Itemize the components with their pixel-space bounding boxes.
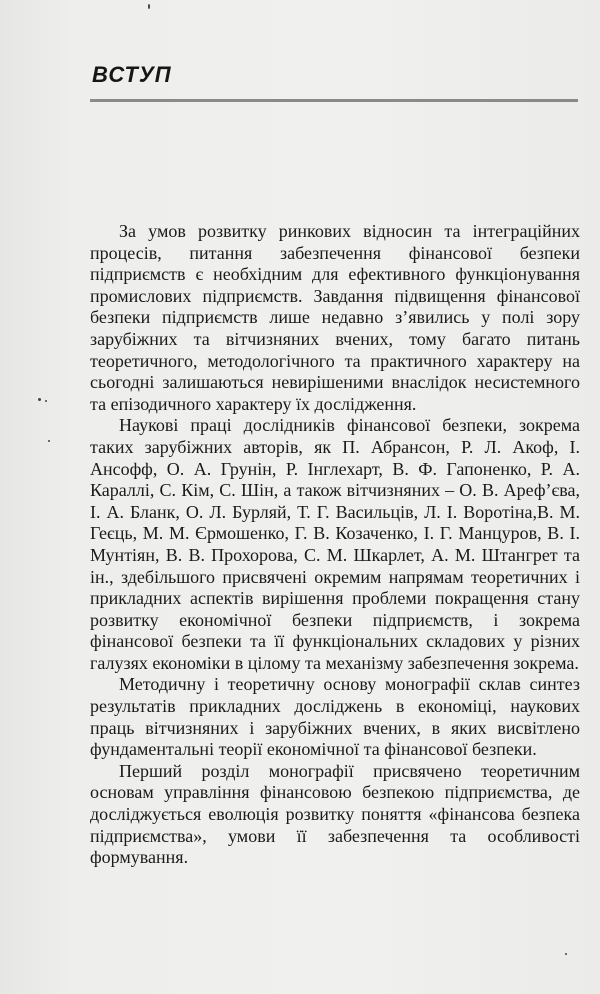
scan-speck bbox=[148, 4, 150, 9]
heading-underline bbox=[90, 99, 578, 102]
scan-speck bbox=[48, 440, 50, 442]
paragraph-1: За умов розвитку ринкових відносин та інтеграційних процесів, питання забезпечення фінансової безпеки підприємств є необхідним для ефективного функціонування промислових підприємств. Завдання підвищення фінансової безпеки підприємств лише недавно з’явились у полі зору зарубіжних та вітчизняних вчених, тому багато питань теоретичного, методологічного та практичного характеру на сьогодні залишаються невирішеними внаслідок несистемного та епізодичного характеру їх дослідження. bbox=[90, 221, 580, 414]
section-heading: ВСТУП bbox=[92, 62, 172, 87]
paragraph-3: Методичну і теоретичну основу монографії склав синтез результатів прикладних досліджень в економіці, наукових праць вітчизняних і зарубіжних вчених, в яких висвітлено фундаментальні теорії економічної та фінансової безпеки. bbox=[90, 674, 580, 760]
scan-speck bbox=[565, 953, 567, 955]
paragraph-2: Наукові праці дослідників фінансової безпеки, зокрема таких зарубіжних авторів, як П. Абрансон, Р. Л. Акоф, І. Ансофф, О. А. Грунін, Р. Інглехарт, В. Ф. Гапоненко, Р. А. Караллі, С. Кім, С. Шін, а також вітчизняних – О. В. Ареф’єва, І. А. Бланк, О. Л. Бурляй, Т. Г. Васильців, Л. І. Воротіна,В. М. Геєць, М. М. Єрмошенко, Г. В. Козаченко, І. Г. Манцуров, В. І. Мунтіян, В. В. Прохорова, С. М. Шкарлет, А. М. Штангрет та ін., здебільшого присвячені окремим напрямам теоретичних і прикладних аспектів вирішення проблеми покращення стану розвитку економічної безпеки підприємств, і зокрема фінансової безпеки та її функціональних складових у різних галузях економіки в цілому та механізму забезпечення зокрема. bbox=[90, 415, 580, 673]
scan-speck bbox=[45, 400, 47, 402]
scan-speck bbox=[38, 398, 41, 401]
paragraph-4: Перший розділ монографії присвячено теоретичним основам управління фінансовою безпекою підприємства, де досліджується еволюція розвитку поняття «фінансова безпека підприємства», умови її забезпечення та особливості формування. bbox=[90, 760, 580, 868]
body-text bbox=[90, 221, 580, 869]
